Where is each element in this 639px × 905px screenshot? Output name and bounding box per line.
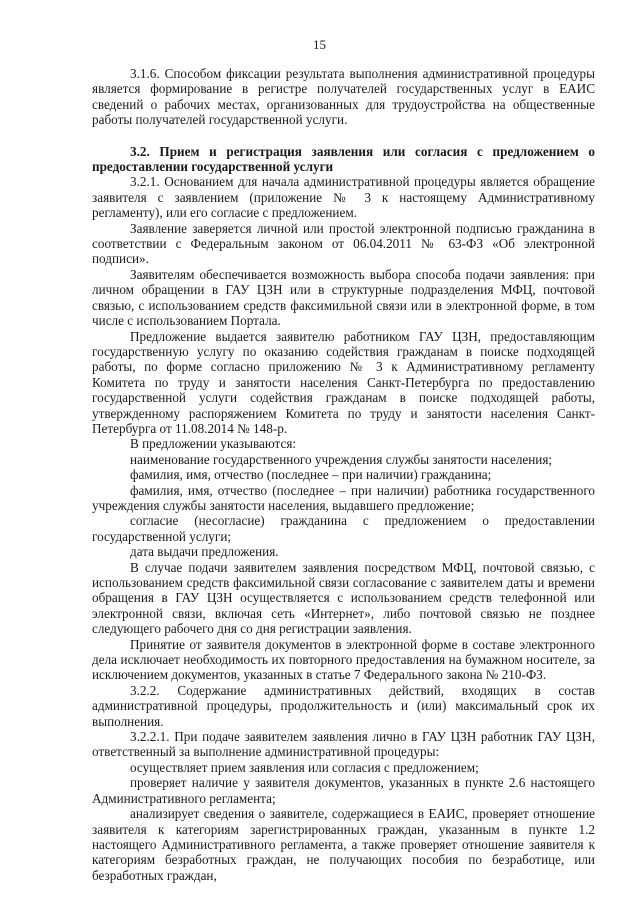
list-item: осуществляет прием заявления или согласия с предложением; — [130, 759, 479, 775]
list-item: дата выдачи предложения. — [130, 544, 279, 560]
page-number: 15 — [313, 37, 326, 52]
paragraph: Заявителям обеспечивается возможность выбора способа подачи заявления: при личном обращении в ГАУ ЦЗН или в структурные подразделения МФЦ, почтовой связью, с использованием средств факсимильной связи или в электронной форме, в том числе с использованием Портала. — [92, 266, 595, 329]
section-heading-3-2: 3.2. Прием и регистрация заявления или согласия с предложением о предоставлении государственной услуги — [92, 143, 595, 175]
list-item: наименование государственного учреждения службы занятости населения; — [130, 451, 553, 467]
list-item: согласие (несогласие) гражданина с предложением о предоставлении государственной услуги; — [92, 513, 595, 544]
paragraph-3-2-2: 3.2.2. Содержание административных действий, входящих в состав административной процедуры, продолжительность и (или) максимальный срок их выполнения. — [92, 682, 595, 729]
spacer — [92, 128, 595, 144]
list-item: фамилия, имя, отчество (последнее – при наличии) работника государственного учреждения службы занятости населения, выдавшего предложение; — [92, 482, 595, 513]
document-body — [92, 66, 595, 883]
list-item: проверяет наличие у заявителя документов, указанных в пункте 2.6 настоящего Административного регламента; — [92, 775, 595, 806]
paragraph: В предложении указываются: — [130, 436, 297, 452]
paragraph: Принятие от заявителя документов в электронной форме в составе электронного дела исключает необходимость их повторного предоставления на бумажном носителе, за исключением документов, указанных в статье 7 Федерального закона № 210-ФЗ. — [92, 636, 595, 683]
paragraph: В случае подачи заявителем заявления посредством МФЦ, почтовой связью, с использованием средств факсимильной связи согласование с заявителем даты и времени обращения в ГАУ ЦЗН осуществляется с использованием средств телефонной или электронной связи, включая сеть «Интернет», либо почтовой связью не позднее следующего рабочего дня со дня регистрации заявления. — [92, 559, 595, 637]
paragraph-3-2-2-1: 3.2.2.1. При подаче заявителем заявления лично в ГАУ ЦЗН работник ГАУ ЦЗН, ответственный за выполнение административной процедуры: — [92, 729, 595, 760]
list-item: фамилия, имя, отчество (последнее – при наличии) гражданина; — [130, 467, 492, 483]
paragraph: Заявление заверяется личной или простой электронной подписью гражданина в соответствии с Федеральным законом от 06.04.2011 № 63-ФЗ «Об электронной подписи». — [92, 220, 595, 267]
paragraph: Предложение выдается заявителю работником ГАУ ЦЗН, предоставляющим государственную услугу по оказанию содействия гражданам в поиске подходящей работы, по форме согласно приложению № 3 к Административному регламенту Комитета по труду и занятости населения Санкт-Петербурга по предоставлению государственной услуги содействия гражданам в поиске подходящей работы, утвержденному распоряжением Комитета по труду и занятости населения Санкт-Петербурга от 11.08.2014 № 148-р. — [92, 328, 595, 436]
list-item: анализирует сведения о заявителе, содержащиеся в ЕАИС, проверяет отношение заявителя к категориям зарегистрированных граждан, указанным в пункте 1.2 настоящего Административного регламента, а также проверяет отношение заявителя к категориям безработных граждан, не получающих пособия по безработице, или безработных граждан, — [92, 806, 595, 883]
paragraph-3-1-6: 3.1.6. Способом фиксации результата выполнения административной процедуры является формирование в регистре получателей государственных услуг в ЕАИС сведений о рабочих местах, организованных для трудоустройства на общественные работы получателей государственной услуги. — [92, 66, 595, 128]
paragraph-3-2-1: 3.2.1. Основанием для начала административной процедуры является обращение заявителя с заявлением (приложение № 3 к настоящему Административному регламенту), или его согласие с предложением. — [92, 174, 595, 221]
